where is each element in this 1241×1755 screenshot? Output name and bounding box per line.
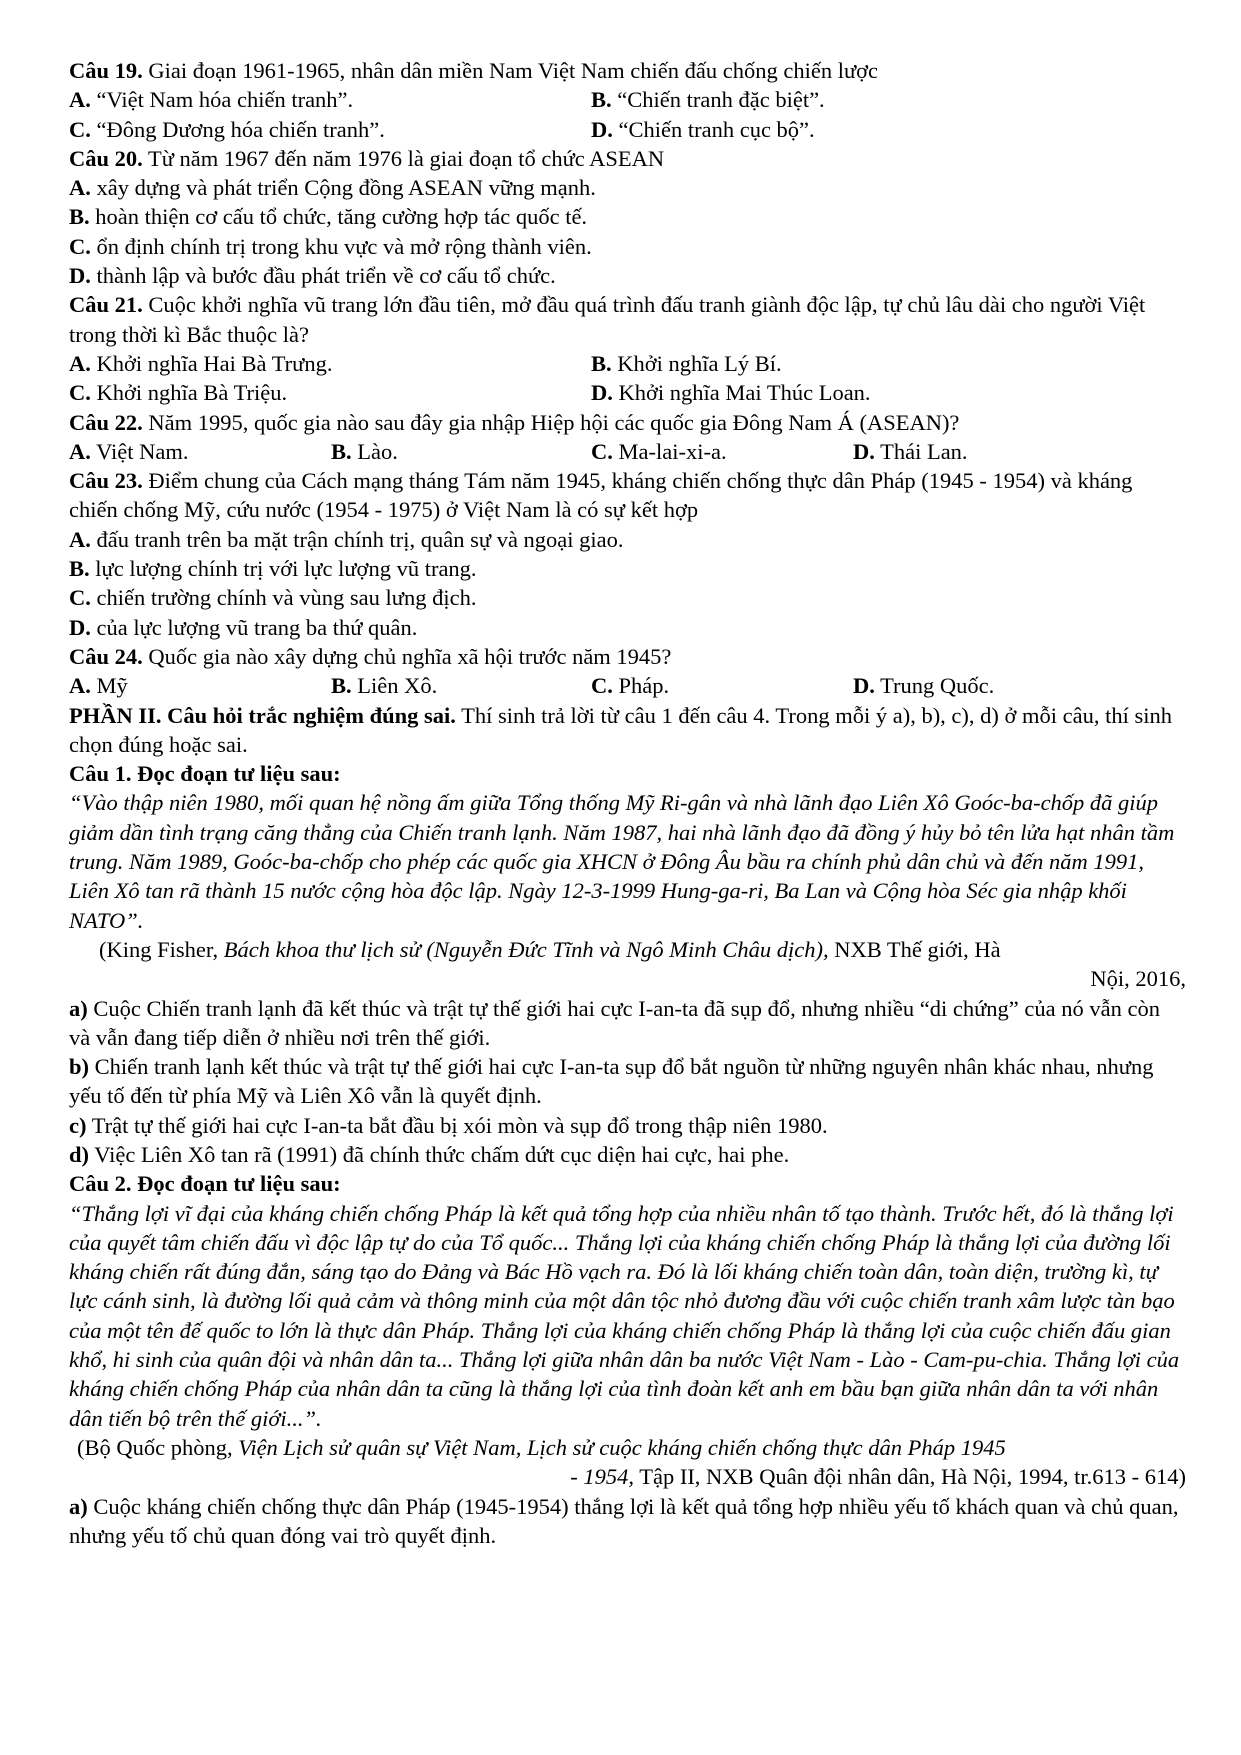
statement-letter: d) [69,1141,90,1167]
option-letter: D. [591,116,613,142]
option-c [69,378,591,407]
options-row [69,671,1186,700]
option-text: hoàn thiện cơ cấu tổ chức, tăng cường hợp tác quốc tế. [89,204,588,230]
option-letter: C. [591,673,613,699]
statement-text: Việc Liên Xô tan rã (1991) đã chính thức chấm dứt cục diện hai cực, hai phe. [89,1141,790,1167]
statement-text: Cuộc Chiến tranh lạnh đã kết thúc và trật tự thế giới hai cực I-an-ta đã sụp đổ, nhưng nhiều “di chứng” của nó vẫn còn và vẫn đang tiếp diễn ở nhiều nơi trên thế giới. [69,995,1160,1050]
option-b [331,671,591,700]
source-citation-end: Nội, 2016, [1090,966,1186,992]
option-a [69,525,1186,554]
statement-letter: a) [69,995,88,1021]
options-row [69,85,1186,114]
option-text: thành lập và bước đầu phát triển về cơ cấu tổ chức. [90,263,556,289]
citation-author: (King Fisher, [99,936,224,962]
option-c [591,437,853,466]
citation-publisher: NXB Thế giới, Hà [828,936,1001,962]
option-b [69,202,1186,231]
statement-letter: b) [69,1054,90,1080]
statement-a [69,994,1186,1053]
citation-author: (Bộ Quốc phòng, [77,1434,239,1460]
option-letter: B. [331,438,352,464]
question-text: Từ năm 1967 đến năm 1976 là giai đoạn tổ chức ASEAN [142,145,665,171]
statement-letter: c) [69,1112,87,1138]
option-c [591,671,853,700]
option-letter: D. [853,438,875,464]
option-c [69,583,1186,612]
option-b [591,85,825,114]
part-2-question-1-heading: Câu 1. Đọc đoạn tư liệu sau: [69,761,341,787]
option-letter: C. [591,438,613,464]
citation-title: Bách khoa thư lịch sử (Nguyễn Đức Tĩnh và Ngô Minh Châu dịch), [223,936,829,962]
citation-publisher: Tập II, NXB Quân đội nhân dân, Hà Nội, 1994, tr.613 - 614) [634,1464,1186,1490]
option-text: “Đông Dương hóa chiến tranh”. [90,116,385,142]
option-d [591,378,871,407]
option-text: Liên Xô. [351,673,438,699]
options-row [69,115,1186,144]
citation-title: Viện Lịch sử quân sự Việt Nam, Lịch sử cuộc kháng chiến chống thực dân Pháp 1945 [238,1434,1006,1460]
statement-text: Chiến tranh lạnh kết thúc và trật tự thế giới hai cực I-an-ta sụp đổ bắt nguồn từ những nguyên nhân khác nhau, nhưng yếu tố đến từ phía Mỹ và Liên Xô vẫn là quyết định. [69,1054,1154,1109]
statement-text: Cuộc kháng chiến chống thực dân Pháp (1945-1954) thắng lợi là kết quả tổng hợp nhiều yếu tố khách quan và chủ quan, nhưng yếu tố chủ quan đóng vai trò quyết định. [69,1493,1179,1548]
option-d [591,115,815,144]
source-quote: “Vào thập niên 1980, mối quan hệ nồng ấm giữa Tổng thống Mỹ Ri-gân và nhà lãnh đạo Liên Xô Goóc-ba-chốp đã giúp giảm dần tình trạng căng thẳng của Chiến tranh lạnh. Năm 1987, hai nhà lãnh đạo đã đồng ý hủy bỏ tên lửa hạt nhân tầm trung. Năm 1989, Goóc-ba-chốp cho phép các quốc gia XHCN ở Đông Âu bầu ra chính phủ dân chủ và đến năm 1991, Liên Xô tan rã thành 15 nước cộng hòa độc lập. Ngày 12-3-1999 Hung-ga-ri, Ba Lan và Cộng hòa Séc gia nhập khối NATO”. [69,790,1175,933]
option-letter: B. [591,350,612,376]
question-22 [69,408,1186,437]
option-text: đấu tranh trên ba mặt trận chính trị, quân sự và ngoại giao. [90,526,624,552]
option-letter: A. [69,350,91,376]
option-text: Khởi nghĩa Bà Triệu. [90,380,288,406]
source-citation [69,935,1186,964]
statement-b [69,1052,1186,1111]
option-c [69,115,591,144]
option-letter: A. [69,673,91,699]
option-letter: D. [591,380,613,406]
option-text: Việt Nam. [90,438,189,464]
option-letter: B. [69,556,90,582]
options-row [69,378,1186,407]
part-2-title: PHẦN II. Câu hỏi trắc nghiệm đúng sai. [69,702,456,728]
option-letter: C. [69,585,91,611]
option-d [853,671,994,700]
statement-text: Trật tự thế giới hai cực I-an-ta bắt đầu bị xói mòn và sụp đổ trong thập niên 1980. [86,1112,828,1138]
option-b [331,437,591,466]
options-row [69,437,1186,466]
question-text: Cuộc khởi nghĩa vũ trang lớn đầu tiên, mở đầu quá trình đấu tranh giành độc lập, tự chủ lâu dài cho người Việt trong thời kì Bắc thuộc là? [69,292,1146,347]
option-d [69,261,1186,290]
source-citation-end [69,1462,1186,1491]
option-c [69,232,1186,261]
option-letter: A. [69,526,91,552]
option-letter: D. [69,263,91,289]
question-19 [69,56,1186,85]
option-letter: D. [69,614,91,640]
source-quote: “Thắng lợi vĩ đại của kháng chiến chống Pháp là kết quả tổng hợp của nhiều nhân tố tạo thành. Trước hết, đó là thắng lợi của quyết tâm chiến đấu vì độc lập tự do của Tổ quốc... Thắng lợi của kháng chiến chống Pháp là thắng lợi của đường lối kháng chiến rất đúng đắn, sáng tạo do Đảng và Bác Hồ vạch ra. Đó là lối kháng chiến toàn dân, toàn diện, trường kì, tự lực cánh sinh, là đường lối quả cảm và thông minh của một dân tộc nhỏ đương đầu với cuộc chiến tranh xâm lược tàn bạo của một tên đế quốc to lớn là thực dân Pháp. Thắng lợi của kháng chiến chống Pháp là thắng lợi của cuộc chiến đấu gian khổ, hi sinh của quân đội và nhân dân ta... Thắng lợi giữa nhân dân ba nước Việt Nam - Lào - Cam-pu-chia. Thắng lợi của kháng chiến chống Pháp của nhân dân ta cũng là thắng lợi của tình đoàn kết anh em bầu bạn giữa nhân dân ta với nhân dân tiến bộ trên thế giới...”. [69,1200,1180,1431]
option-text: Trung Quốc. [874,673,995,699]
question-label: Câu 24. [69,643,143,669]
citation-title-cont: - 1954, [570,1464,634,1490]
statement-c [69,1111,1186,1140]
option-text: Khởi nghĩa Lý Bí. [611,350,782,376]
question-23 [69,466,1186,525]
question-label: Câu 21. [69,292,143,318]
question-20 [69,144,1186,173]
option-letter: B. [69,204,90,230]
option-text: ổn định chính trị trong khu vực và mở rộng thành viên. [90,233,592,259]
option-letter: A. [69,175,91,201]
question-label: Câu 23. [69,468,143,494]
option-d [853,437,968,466]
statement-letter: a) [69,1493,88,1519]
option-letter: B. [591,87,612,113]
statement-a [69,1492,1186,1551]
option-text: Thái Lan. [874,438,968,464]
option-a [69,85,591,114]
question-text: Quốc gia nào xây dựng chủ nghĩa xã hội trước năm 1945? [142,643,672,669]
part-2-header [69,701,1186,760]
option-text: “Việt Nam hóa chiến tranh”. [90,87,354,113]
option-letter: C. [69,233,91,259]
question-24 [69,642,1186,671]
option-text: Khởi nghĩa Hai Bà Trưng. [90,350,333,376]
option-letter: C. [69,380,91,406]
option-text: Pháp. [612,673,670,699]
statement-d [69,1140,1186,1169]
question-label: Câu 19. [69,58,143,83]
option-letter: A. [69,87,91,113]
question-label: Câu 20. [69,145,143,171]
part-2-instructions: Thí sinh trả lời từ câu 1 đến câu 4. Trong mỗi ý a), b), c), d) ở mỗi câu, thí sinh chọn đúng hoặc sai. [69,702,1173,757]
option-letter: A. [69,438,91,464]
option-a [69,437,331,466]
option-text: Lào. [351,438,398,464]
option-text: xây dựng và phát triển Cộng đồng ASEAN vững mạnh. [90,175,596,201]
question-text: Năm 1995, quốc gia nào sau đây gia nhập Hiệp hội các quốc gia Đông Nam Á (ASEAN)? [142,409,960,435]
source-citation [69,1433,1186,1462]
option-text: Khởi nghĩa Mai Thúc Loan. [612,380,871,406]
option-b [69,554,1186,583]
option-text: “Chiến tranh đặc biệt”. [611,87,825,113]
option-a [69,349,591,378]
option-b [591,349,782,378]
question-text: Giai đoạn 1961-1965, nhân dân miền Nam Việt Nam chiến đấu chống chiến lược [142,58,879,83]
question-label: Câu 22. [69,409,143,435]
option-text: “Chiến tranh cục bộ”. [612,116,815,142]
option-letter: B. [331,673,352,699]
part-2-question-2-heading: Câu 2. Đọc đoạn tư liệu sau: [69,1171,341,1197]
option-text: lực lượng chính trị với lực lượng vũ trang. [89,556,477,582]
option-letter: D. [853,673,875,699]
option-d [69,613,1186,642]
option-text: Ma-lai-xi-a. [612,438,727,464]
option-text: chiến trường chính và vùng sau lưng địch. [90,585,477,611]
option-text: của lực lượng vũ trang ba thứ quân. [90,614,418,640]
option-letter: C. [69,116,91,142]
option-a [69,173,1186,202]
option-a [69,671,331,700]
options-row [69,349,1186,378]
question-text: Điểm chung của Cách mạng tháng Tám năm 1945, kháng chiến chống thực dân Pháp (1945 - 1954) và kháng chiến chống Mỹ, cứu nước (1954 - 1975) ở Việt Nam là có sự kết hợp [69,468,1133,523]
question-21 [69,290,1186,349]
option-text: Mỹ [90,673,128,699]
